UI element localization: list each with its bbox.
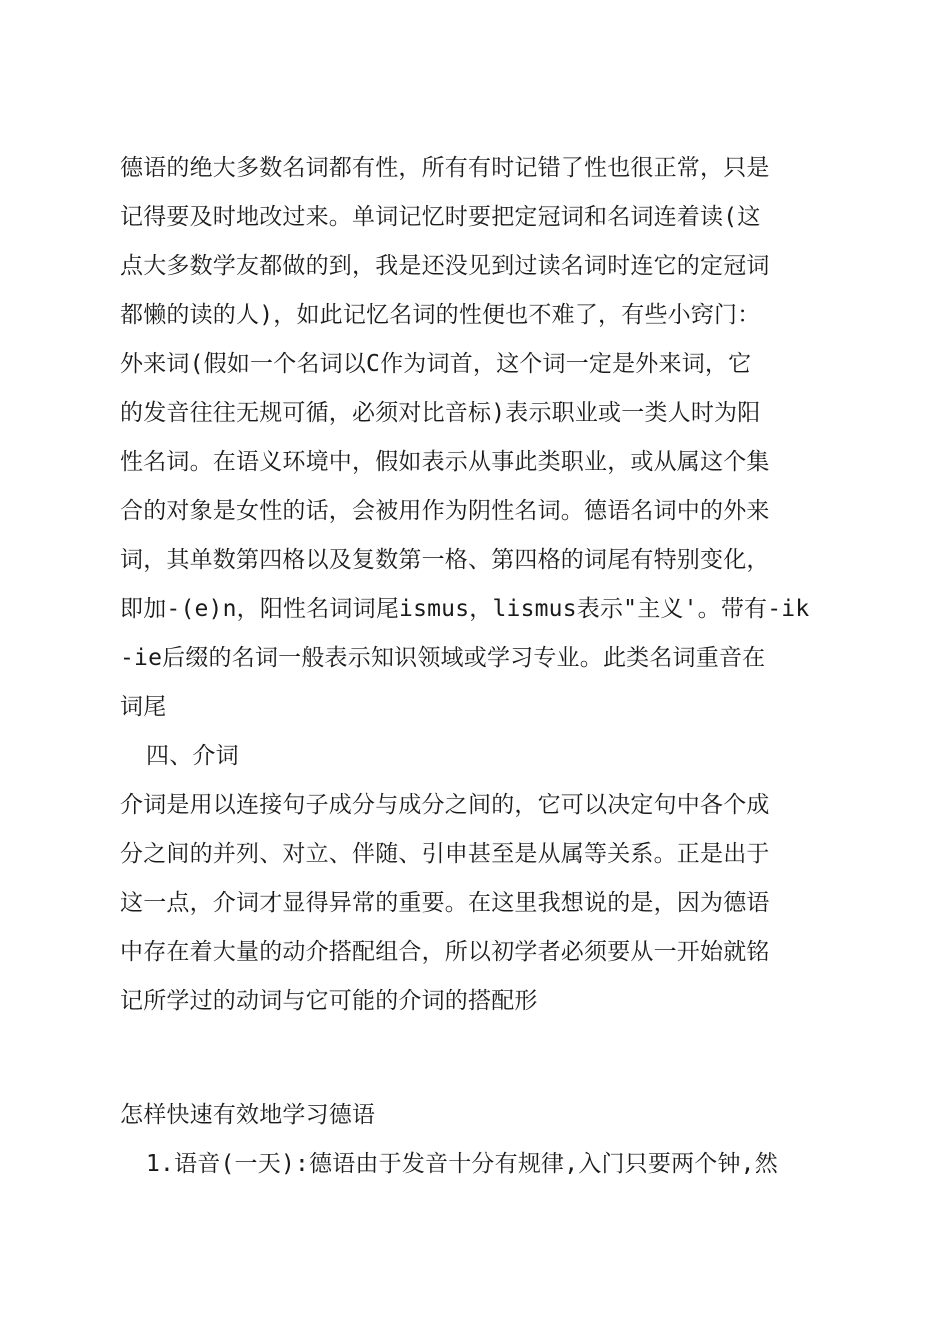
text-line: 词，其单数第四格以及复数第一格、第四格的词尾有特别变化， bbox=[120, 547, 770, 573]
text-line: 词尾 bbox=[120, 694, 167, 720]
text-line: 记所学过的动词与它可能的介词的搭配形 bbox=[120, 988, 538, 1014]
article-title: 怎样快速有效地学习德语 bbox=[120, 1102, 376, 1128]
text-line: 外来词(假如一个名词以C作为词首，这个词一定是外来词，它 bbox=[120, 351, 752, 377]
text-line: 即加-(e)n，阳性名词词尾ismus，lismus表示"主义'。带有-ik bbox=[120, 596, 810, 622]
text-line: 性名词。在语义环境中，假如表示从事此类职业，或从属这个集 bbox=[120, 449, 770, 475]
text-line: 分之间的并列、对立、伴随、引申甚至是从属等关系。正是出于 bbox=[120, 841, 770, 867]
section-heading-prepositions: 四、介词 bbox=[146, 743, 239, 769]
text-line: 的发音往往无规可循，必须对比音标)表示职业或一类人时为阳 bbox=[120, 400, 761, 426]
text-line: 这一点，介词才显得异常的重要。在这里我想说的是，因为德语 bbox=[120, 890, 770, 916]
text-line: -ie后缀的名词一般表示知识领域或学习专业。此类名词重音在 bbox=[120, 645, 766, 671]
text-line: 介词是用以连接句子成分与成分之间的，它可以决定句中各个成 bbox=[120, 792, 770, 818]
text-line: 点大多数学友都做的到，我是还没见到过读名词时连它的定冠词 bbox=[120, 253, 770, 279]
list-item-pronunciation: 1.语音(一天):德语由于发音十分有规律,入门只要两个钟,然 bbox=[146, 1151, 778, 1177]
text-line: 合的对象是女性的话，会被用作为阴性名词。德语名词中的外来 bbox=[120, 498, 770, 524]
text-line: 德语的绝大多数名词都有性，所有有时记错了性也很正常，只是 bbox=[120, 155, 770, 181]
text-line: 都懒的读的人)，如此记忆名词的性便也不难了，有些小窍门： bbox=[120, 302, 761, 328]
text-line: 中存在着大量的动介搭配组合，所以初学者必须要从一开始就铭 bbox=[120, 939, 770, 965]
text-line: 记得要及时地改过来。单词记忆时要把定冠词和名词连着读(这 bbox=[120, 204, 761, 230]
